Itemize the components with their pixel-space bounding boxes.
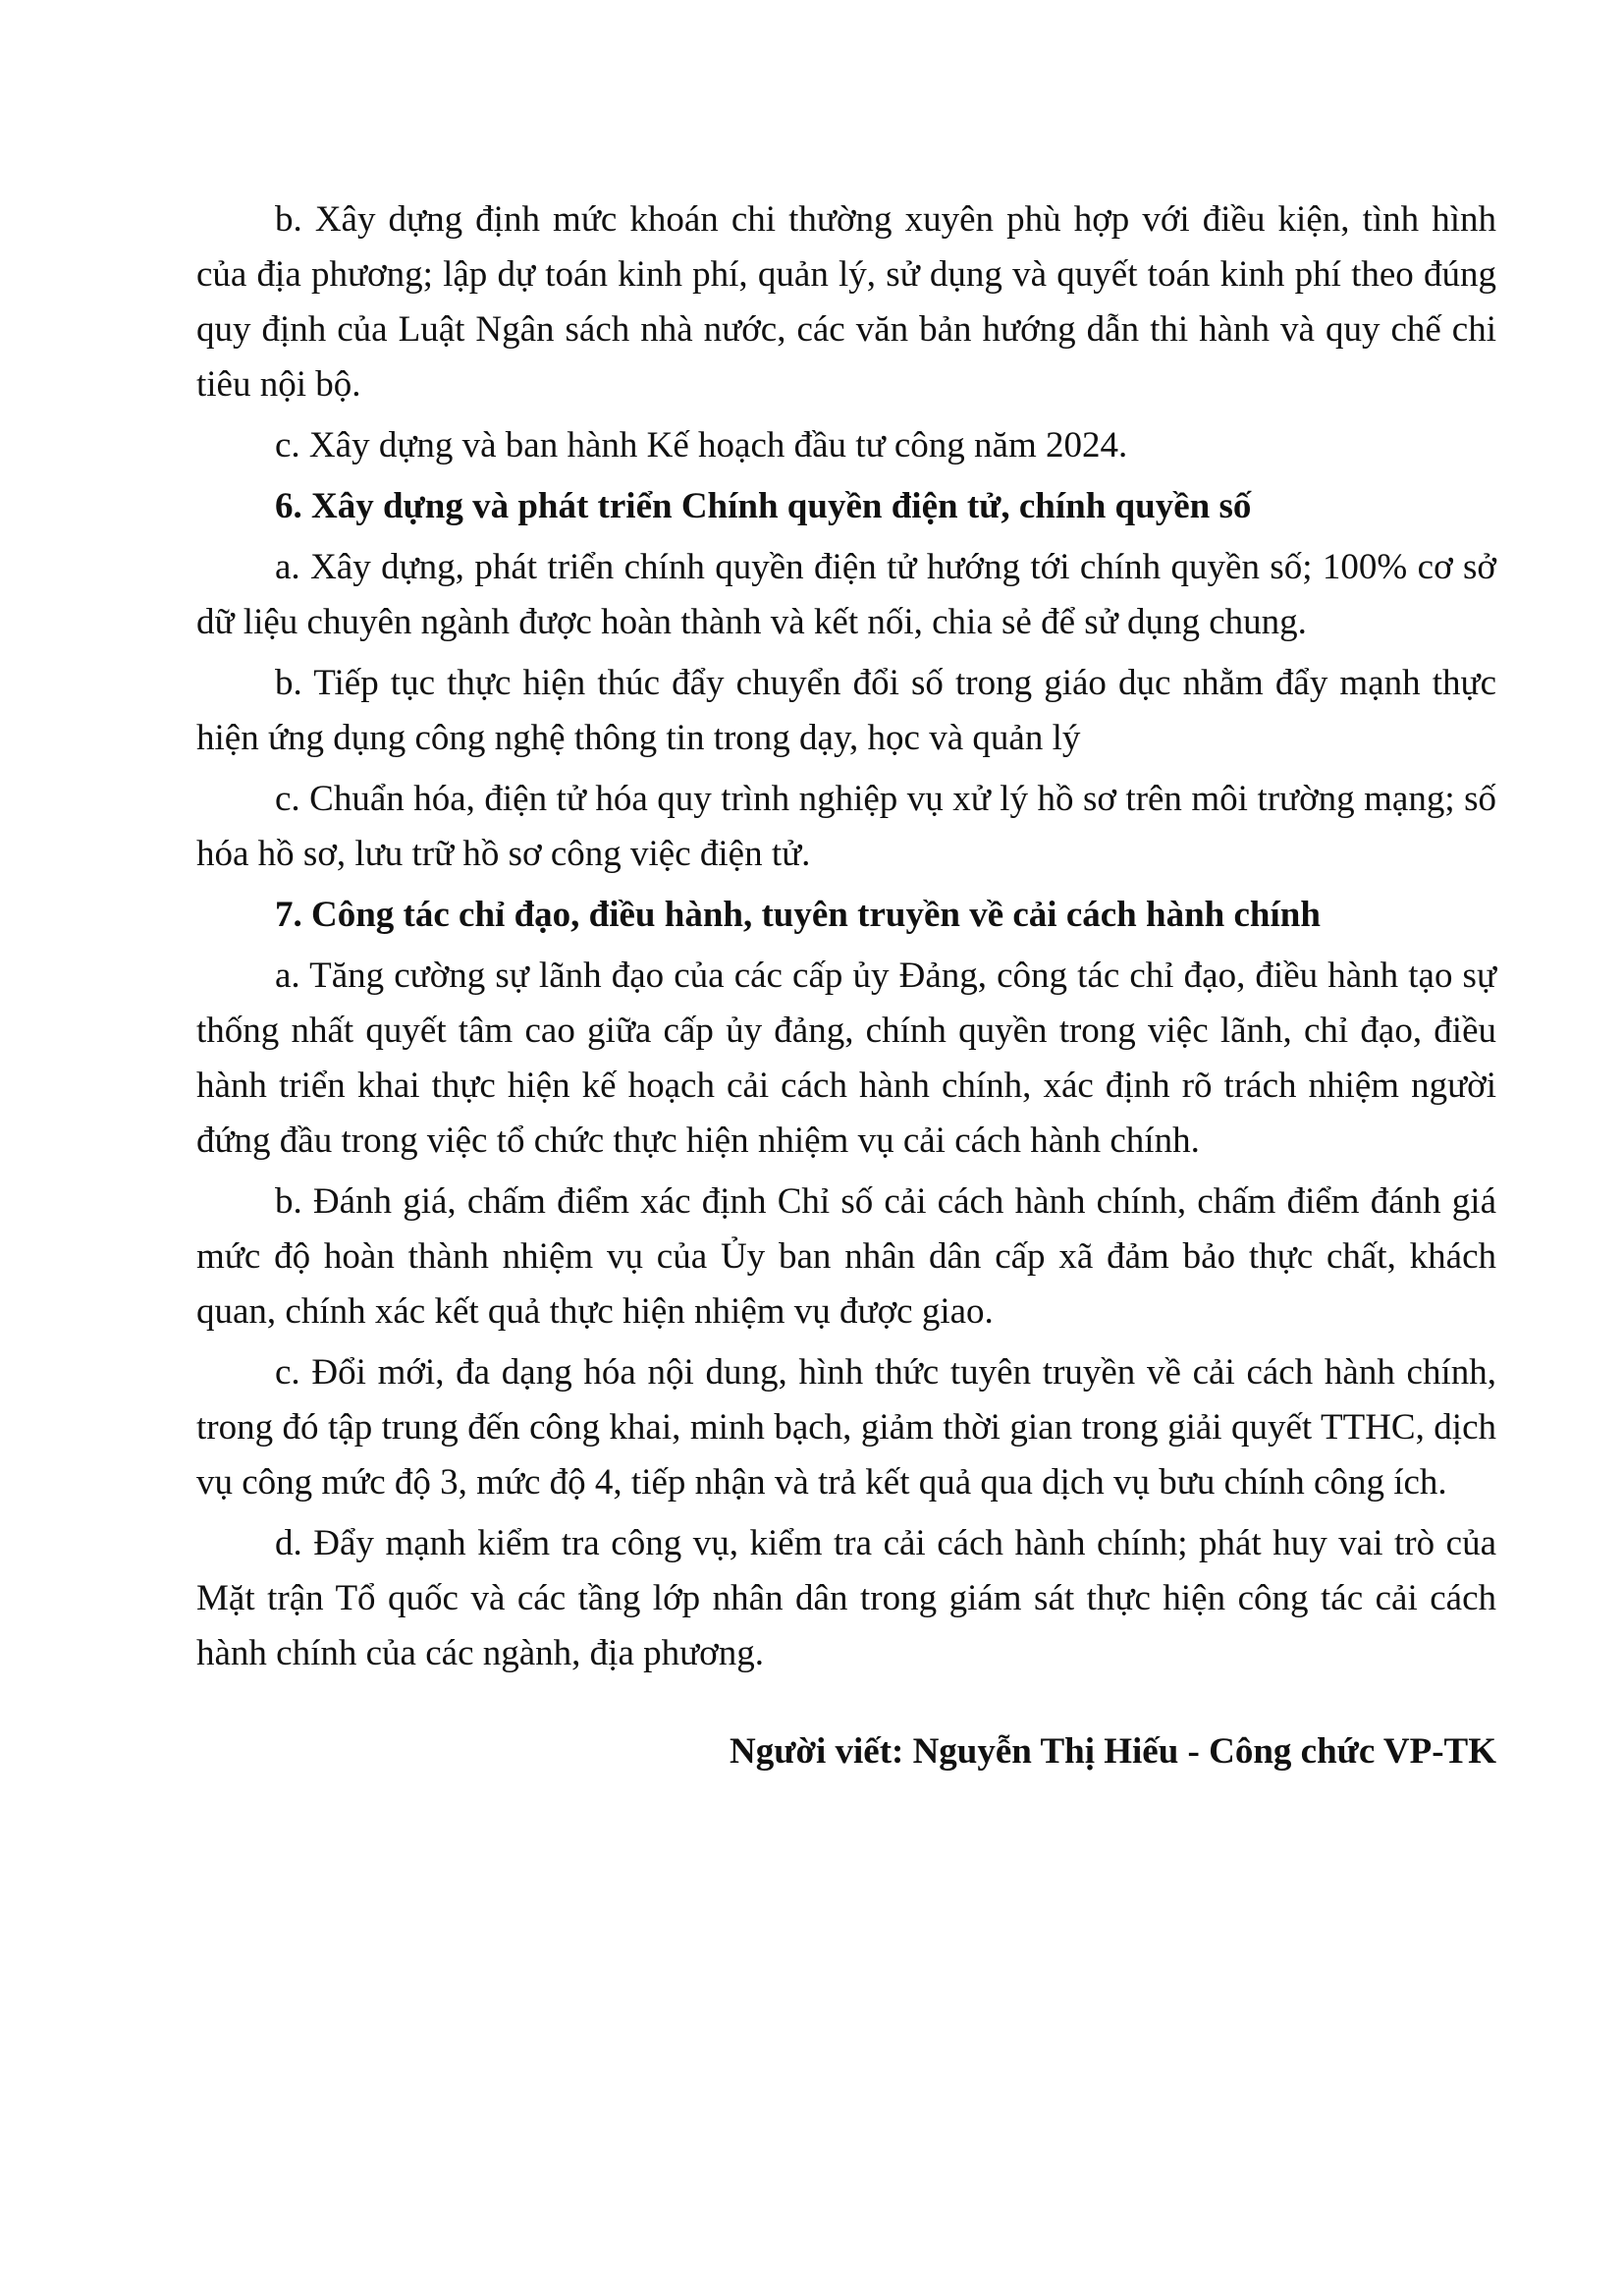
author-signature: Người viết: Nguyễn Thị Hiếu - Công chức VP-TK	[730, 1731, 1496, 1772]
section-heading-7: 7. Công tác chỉ đạo, điều hành, tuyên truyền về cải cách hành chính	[275, 895, 1321, 935]
paragraph-6c: c. Chuẩn hóa, điện tử hóa quy trình nghiệp vụ xử lý hồ sơ trên môi trường mạng; số hóa hồ sơ, lưu trữ hồ sơ công việc điện tử.	[196, 779, 1496, 874]
paragraph-7c: c. Đổi mới, đa dạng hóa nội dung, hình thức tuyên truyền về cải cách hành chính, trong đó tập trung đến công khai, minh bạch, giảm thời gian trong giải quyết TTHC, dịch vụ công mức độ 3, mức độ 4, tiếp nhận và trả kết quả qua dịch vụ bưu chính công ích.	[196, 1352, 1496, 1503]
section-heading-6: 6. Xây dựng và phát triển Chính quyền điện tử, chính quyền số	[275, 486, 1252, 526]
paragraph-6a: a. Xây dựng, phát triển chính quyền điện tử hướng tới chính quyền số; 100% cơ sở dữ liệu chuyên ngành được hoàn thành và kết nối, chia sẻ để sử dụng chung.	[196, 547, 1496, 642]
paragraph-6b: b. Tiếp tục thực hiện thúc đẩy chuyển đổi số trong giáo dục nhằm đẩy mạnh thực hiện ứng dụng công nghệ thông tin trong dạy, học và quản lý	[196, 663, 1496, 758]
paragraph-budget-norms: b. Xây dựng định mức khoán chi thường xuyên phù hợp với điều kiện, tình hình của địa phương; lập dự toán kinh phí, quản lý, sử dụng và quyết toán kinh phí theo đúng quy định của Luật Ngân sách nhà nước, các văn bản hướng dẫn thi hành và quy chế chi tiêu nội bộ.	[196, 199, 1496, 405]
paragraph-public-investment-plan: c. Xây dựng và ban hành Kế hoạch đầu tư công năm 2024.	[275, 425, 1128, 465]
document-page	[196, 192, 1496, 1779]
paragraph-7a: a. Tăng cường sự lãnh đạo của các cấp ủy Đảng, công tác chỉ đạo, điều hành tạo sự thống nhất quyết tâm cao giữa cấp ủy đảng, chính quyền trong việc lãnh, chỉ đạo, điều hành triển khai thực hiện kế hoạch cải cách hành chính, xác định rõ trách nhiệm người đứng đầu trong việc tổ chức thực hiện nhiệm vụ cải cách hành chính.	[196, 956, 1496, 1161]
paragraph-7d: d. Đẩy mạnh kiểm tra công vụ, kiểm tra cải cách hành chính; phát huy vai trò của Mặt trận Tổ quốc và các tầng lớp nhân dân trong giám sát thực hiện công tác cải cách hành chính của các ngành, địa phương.	[196, 1523, 1496, 1673]
paragraph-7b: b. Đánh giá, chấm điểm xác định Chỉ số cải cách hành chính, chấm điểm đánh giá mức độ hoàn thành nhiệm vụ của Ủy ban nhân dân cấp xã đảm bảo thực chất, khách quan, chính xác kết quả thực hiện nhiệm vụ được giao.	[196, 1181, 1496, 1332]
